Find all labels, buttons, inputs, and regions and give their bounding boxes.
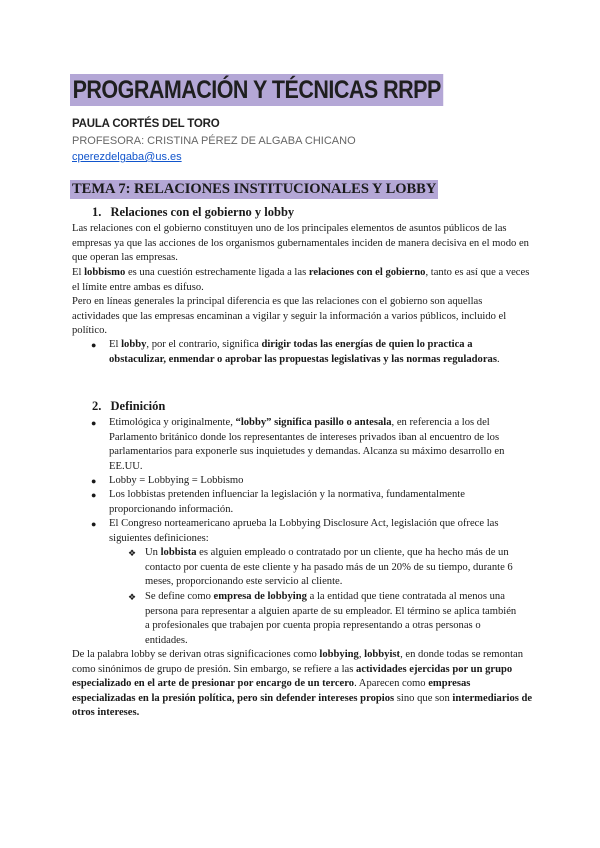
section-2-bullet-4: El Congreso norteamericano aprueba la Lobbying Disclosure Act, legislación que ofrece las siguientes definiciones:	[109, 518, 499, 544]
bullet-icon: ●	[91, 490, 97, 500]
section-1-paragraph-2	[72, 266, 532, 295]
text-run-bold: lobbismo	[84, 267, 126, 278]
text-run-bold: empresa de lobbying	[213, 591, 307, 602]
text-run-bold: empresas especializadas en la presión política, pero sin defender intereses propios	[72, 678, 471, 704]
text-run-bold: lobbyist	[364, 649, 401, 660]
diamond-bullet-icon: ❖	[128, 592, 137, 602]
text-run: , por el contrario, significa	[146, 339, 262, 350]
text-run: es una cuestión estrechamente ligada a las	[125, 267, 309, 278]
email-link[interactable]: cperezdelgaba@us.es	[72, 151, 182, 163]
bullet-icon: ●	[91, 519, 97, 529]
text-run: Se define como	[145, 591, 214, 602]
document-title: PROGRAMACIÓN Y TÉCNICAS RRPP	[70, 74, 443, 106]
topic-title: TEMA 7: RELACIONES INSTITUCIONALES Y LOBBY	[72, 181, 437, 197]
author-name: PAULA CORTÉS DEL TORO	[72, 118, 220, 130]
section-2-number: 2.	[92, 399, 102, 413]
section-2-bullet-2: Lobby = Lobbying = Lobbismo	[109, 475, 244, 486]
bullet-icon: ●	[91, 476, 97, 486]
text-run: , tanto es así que a veces el límite entre ambas es difuso.	[72, 267, 530, 293]
text-run-bold: lobby	[121, 339, 147, 350]
text-run: , en referencia a los del Parlamento británico donde los representantes de intereses privados iban al encuentro de los parlamentarios para exponerle sus inquietudes y demandas. Alcanza su máximo desarrollo en EE.UU.	[109, 417, 505, 472]
text-run: es alguien empleado o contratado por un cliente, que ha hecho más de un contacto por cuenta de este cliente y ha pasado más de un 20% de su tiempo, durante 6 meses, proporcionando este servicio al cliente.	[145, 547, 513, 588]
text-run: Etimológica y originalmente,	[109, 417, 236, 428]
section-1-heading	[92, 205, 294, 220]
section-1-heading-text: Relaciones con el gobierno y lobby	[110, 205, 295, 219]
bullet-icon: ●	[91, 340, 97, 350]
text-run-bold: dirigir todas las energías de quien lo practica a obstaculizar, enmendar o aprobar las propuestas legislativas y las normas reguladoras	[109, 339, 497, 365]
section-2-bullet-3: Los lobbistas pretenden influenciar la legislación y la normativa, fundamentalmente proporcionando información.	[109, 489, 465, 515]
section-1-paragraph-1: Las relaciones con el gobierno constituyen uno de los principales elementos de asuntos públicos de las empresas ya que las acciones de los organismos gubernamentales inciden de manera decisiva en el modo en que operan las empresas.	[72, 223, 529, 264]
section-1-paragraph-3: Pero en líneas generales la principal diferencia es que las relaciones con el gobierno son aquellas actividades que las empresas encaminan a vigilar y seguir la información a varios públicos, incluido el político.	[72, 296, 507, 337]
bullet-icon: ●	[91, 418, 97, 428]
section-2-closing-paragraph	[72, 648, 534, 721]
section-2-bullet-1	[109, 416, 523, 474]
text-run-bold: lobbying	[319, 649, 359, 660]
teacher-name: PROFESORA: CRISTINA PÉREZ DE ALGABA CHICANO	[72, 135, 356, 147]
text-run-bold: “lobby” significa pasillo o antesala	[235, 417, 392, 428]
section-2-heading	[92, 399, 165, 414]
definition-lobbista	[145, 546, 523, 590]
section-2-heading-text: Definición	[110, 399, 166, 413]
text-run: De la palabra lobby se derivan otras significaciones como	[72, 649, 320, 660]
definition-empresa-lobbying	[145, 590, 523, 648]
text-run-bold: actividades ejercidas por un grupo especializado en el arte de presionar por encargo de un tercero	[72, 663, 513, 690]
text-run: .	[496, 353, 500, 365]
text-run: ,	[358, 649, 365, 660]
text-run: , en donde todas se remontan como sinónimos de grupo de presión. Sin embargo, se refiere a las	[72, 649, 524, 675]
text-run-bold: intermediarios de otros intereses.	[72, 692, 533, 719]
text-run: sino que son	[394, 692, 453, 704]
text-run: El	[109, 339, 122, 350]
section-1-number: 1.	[92, 205, 102, 219]
diamond-bullet-icon: ❖	[128, 548, 137, 558]
text-run-bold: relaciones con el gobierno	[308, 267, 426, 278]
text-run-bold: lobbista	[160, 547, 197, 558]
text-run: Un	[145, 547, 161, 558]
section-1-bullet-1	[109, 338, 517, 367]
text-run: a la entidad que tiene contratada al menos una persona para representar a alguien aparte de su empleador. El término se aplica también a profesionales que trabajen por cuenta propia representando a otras personas o entidades.	[145, 591, 517, 646]
text-run: . Aparecen como	[354, 678, 429, 690]
text-run: El	[72, 267, 85, 278]
